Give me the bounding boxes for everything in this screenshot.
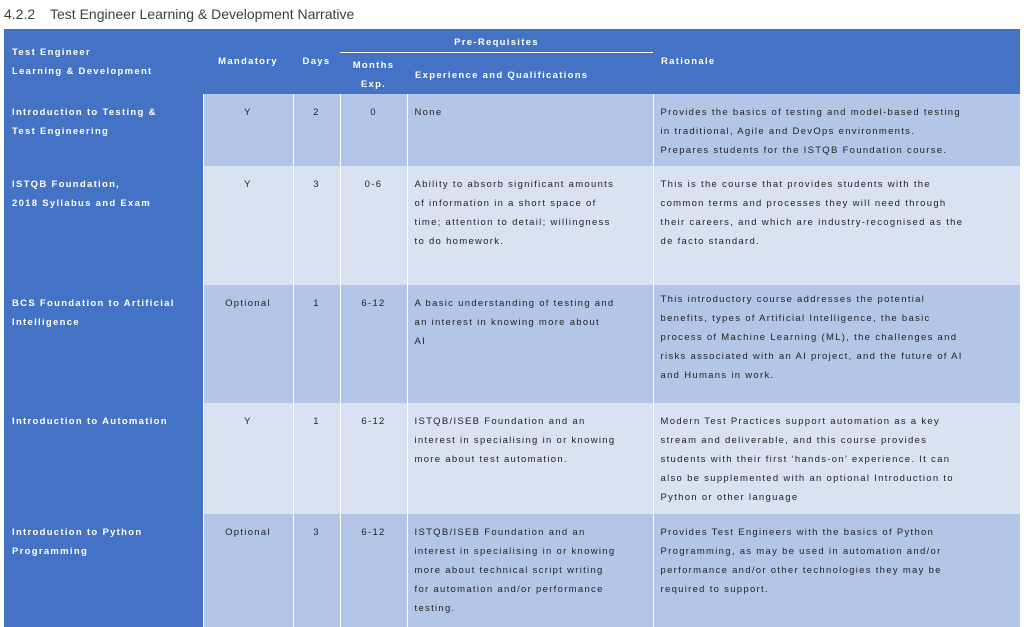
days-cell: 3 bbox=[293, 514, 340, 627]
days-cell: 1 bbox=[293, 403, 340, 514]
rationale-cell: This introductory course addresses the potential benefits, types of Artificial Intelligence, the basic process of Machine Learning (ML), the challenges and risks associated with an AI project, and the future of AI and Humans in work. bbox=[653, 285, 1020, 403]
course-name: ISTQB Foundation, 2018 Syllabus and Exam bbox=[4, 166, 203, 285]
course-name: Introduction to Testing & Test Engineering bbox=[4, 94, 203, 166]
table-row bbox=[4, 403, 1020, 514]
months-cell: 0-6 bbox=[340, 166, 407, 285]
rationale-cell: This is the course that provides students with the common terms and processes they will need through their careers, and which are industry-recognised as the de facto standard. bbox=[653, 166, 1020, 285]
header-mandatory: Mandatory bbox=[203, 29, 293, 94]
header-months-exp: Months Exp. bbox=[340, 56, 407, 94]
course-name: Introduction to Automation bbox=[4, 403, 203, 514]
days-cell: 1 bbox=[293, 285, 340, 403]
section-heading bbox=[4, 6, 354, 28]
header-prerequisites: Pre-Requisites bbox=[340, 29, 653, 56]
experience-cell: None bbox=[407, 94, 653, 166]
rationale-cell: Provides Test Engineers with the basics of Python Programming, as may be used in automation and/or performance and/or other technologies they may be required to support. bbox=[653, 514, 1020, 627]
mandatory-cell: Y bbox=[203, 166, 293, 285]
rationale-cell: Provides the basics of testing and model-based testing in traditional, Agile and DevOps environments. Prepares students for the ISTQB Foundation course. bbox=[653, 94, 1020, 166]
months-cell: 6-12 bbox=[340, 285, 407, 403]
course-name: BCS Foundation to Artificial Intelligence bbox=[4, 285, 203, 403]
section-number: 4.2.2 bbox=[4, 6, 36, 22]
course-name: Introduction to Python Programming bbox=[4, 514, 203, 627]
table-row bbox=[4, 94, 1020, 166]
experience-cell: ISTQB/ISEB Foundation and an interest in specialising in or knowing more about technical script writing for automation and/or performance testing. bbox=[407, 514, 653, 627]
mandatory-cell: Y bbox=[203, 403, 293, 514]
table-row bbox=[4, 514, 1020, 627]
mandatory-cell: Optional bbox=[203, 514, 293, 627]
table-row bbox=[4, 166, 1020, 285]
header-experience: Experience and Qualifications bbox=[407, 56, 653, 94]
header-course: Test Engineer Learning & Development bbox=[4, 29, 203, 94]
table-row bbox=[4, 285, 1020, 403]
mandatory-cell: Y bbox=[203, 94, 293, 166]
header-rationale: Rationale bbox=[653, 29, 1020, 94]
rationale-cell: Modern Test Practices support automation as a key stream and deliverable, and this course provides students with their first ‘hands-on’ experience. It can also be supplemented with an optional Introduction to Python or other language bbox=[653, 403, 1020, 514]
section-title: Test Engineer Learning & Development Narrative bbox=[50, 6, 355, 22]
months-cell: 6-12 bbox=[340, 403, 407, 514]
mandatory-cell: Optional bbox=[203, 285, 293, 403]
header-days: Days bbox=[293, 29, 340, 94]
experience-cell: A basic understanding of testing and an interest in knowing more about AI bbox=[407, 285, 653, 403]
months-cell: 6-12 bbox=[340, 514, 407, 627]
learning-development-table bbox=[4, 29, 1020, 627]
days-cell: 3 bbox=[293, 166, 340, 285]
months-cell: 0 bbox=[340, 94, 407, 166]
experience-cell: ISTQB/ISEB Foundation and an interest in specialising in or knowing more about test automation. bbox=[407, 403, 653, 514]
days-cell: 2 bbox=[293, 94, 340, 166]
experience-cell: Ability to absorb significant amounts of information in a short space of time; attention to detail; willingness to do homework. bbox=[407, 166, 653, 285]
